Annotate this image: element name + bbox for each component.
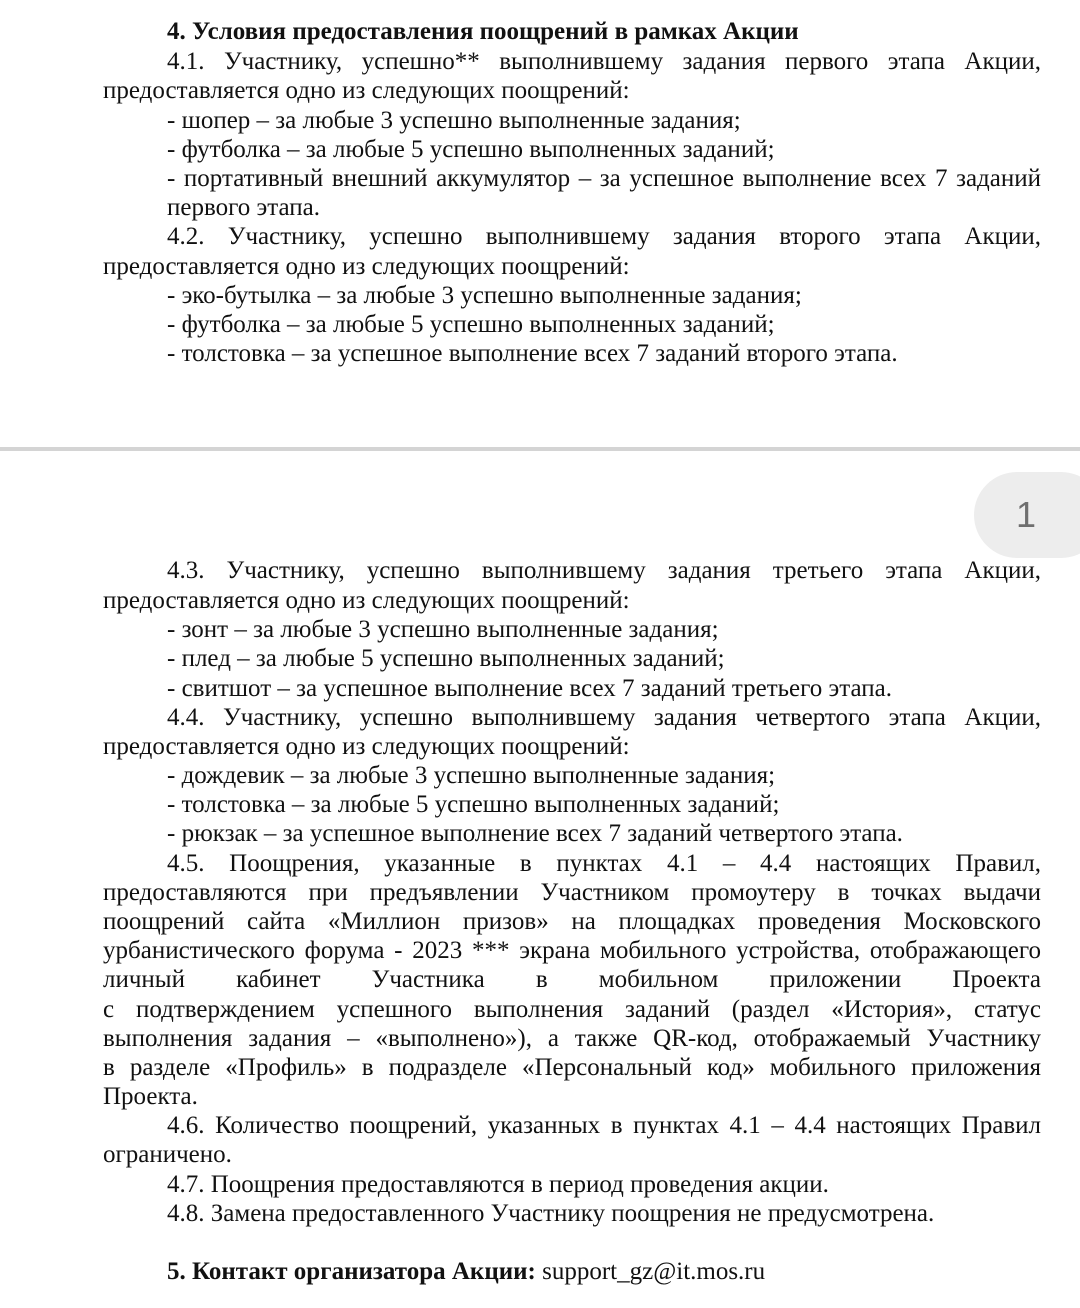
clause-4-8: 4.8. Замена предоставленного Участнику поощрения не предусмотрена. [167,1200,935,1227]
list-item: - эко-бутылка – за любые 3 успешно выполненные задания; [167,282,802,309]
list-item: - свитшот – за успешное выполнение всех 7 заданий третьего этапа. [167,675,892,702]
clause-4-3-first-line: 4.3. Участнику, успешно выполнившему задания третьего этапа Акции, [167,557,1041,584]
section-5-title: 5. Контакт организатора Акции: [167,1258,536,1285]
clause-4-4-first-line: 4.4. Участнику, успешно выполнившему задания четвертого этапа Акции, [167,704,1041,731]
clause-4-1-first-line: 4.1. Участнику, успешно** выполнившему задания первого этапа Акции, [167,48,1041,75]
clause-4-5-line: выполнения задания – «выполнено»), а также QR-код, отображаемый Участнику [103,1025,1041,1052]
clause-4-2-first-line: 4.2. Участнику, успешно выполнившему задания второго этапа Акции, [167,223,1041,250]
list-item: - толстовка – за успешное выполнение всех 7 заданий второго этапа. [167,340,898,367]
clause-4-5-line: предоставляются при предъявлении Участником промоутеру в точках выдачи [103,879,1041,906]
clause-4-7: 4.7. Поощрения предоставляются в период проведения акции. [167,1171,829,1198]
section-5-contact [167,1257,1041,1287]
page-number: 1 [1015,494,1037,535]
clause-4-3-second-line: предоставляется одно из следующих поощрений: [103,587,630,614]
list-item: - портативный внешний аккумулятор – за успешное выполнение всех 7 заданий [167,165,1041,192]
list-item: - рюкзак – за успешное выполнение всех 7 заданий четвертого этапа. [167,820,903,847]
clause-4-6-first-line: 4.6. Количество поощрений, указанных в пунктах 4.1 – 4.4 настоящих Правил [167,1112,1041,1139]
clause-4-2-second-line: предоставляется одно из следующих поощрений: [103,253,630,280]
list-item: - плед – за любые 5 успешно выполненных заданий; [167,645,725,672]
list-item-continuation: первого этапа. [167,194,320,221]
list-item: - толстовка – за любые 5 успешно выполненных заданий; [167,791,780,818]
section-4-title: 4. Условия предоставления поощрений в рамках Акции [167,18,799,45]
clause-4-5-line: поощрений сайта «Миллион призов» на площадках проведения Московского [103,908,1041,935]
contact-email: support_gz@it.mos.ru [535,1258,766,1285]
list-item: - футболка – за любые 5 успешно выполненных заданий; [167,311,775,338]
clause-4-1-second-line: предоставляется одно из следующих поощрений: [103,77,630,104]
list-item: - шопер – за любые 3 успешно выполненные задания; [167,107,741,134]
clause-4-5-line: с подтверждением успешного выполнения заданий (раздел «История», статус [103,996,1041,1023]
page-number-badge [974,472,1080,558]
clause-4-4-second-line: предоставляется одно из следующих поощрений: [103,733,630,760]
list-item: - зонт – за любые 3 успешно выполненные задания; [167,616,719,643]
clause-4-5-line: личный кабинет Участника в мобильном приложении Проекта [103,966,1041,993]
clause-4-5-line: в разделе «Профиль» в подразделе «Персональный код» мобильного приложения [103,1054,1041,1081]
clause-4-5-line: 4.5. Поощрения, указанные в пунктах 4.1 – 4.4 настоящих Правил, [167,850,1041,877]
clause-4-6-second-line: ограничено. [103,1141,232,1168]
clause-4-5-line: Проекта. [103,1083,198,1110]
clause-4-5-line: урбанистического форума - 2023 *** экрана мобильного устройства, отображающего [103,937,1041,964]
list-item: - дождевик – за любые 3 успешно выполненные задания; [167,762,776,789]
list-item: - футболка – за любые 5 успешно выполненных заданий; [167,136,775,163]
page-divider [0,447,1080,451]
